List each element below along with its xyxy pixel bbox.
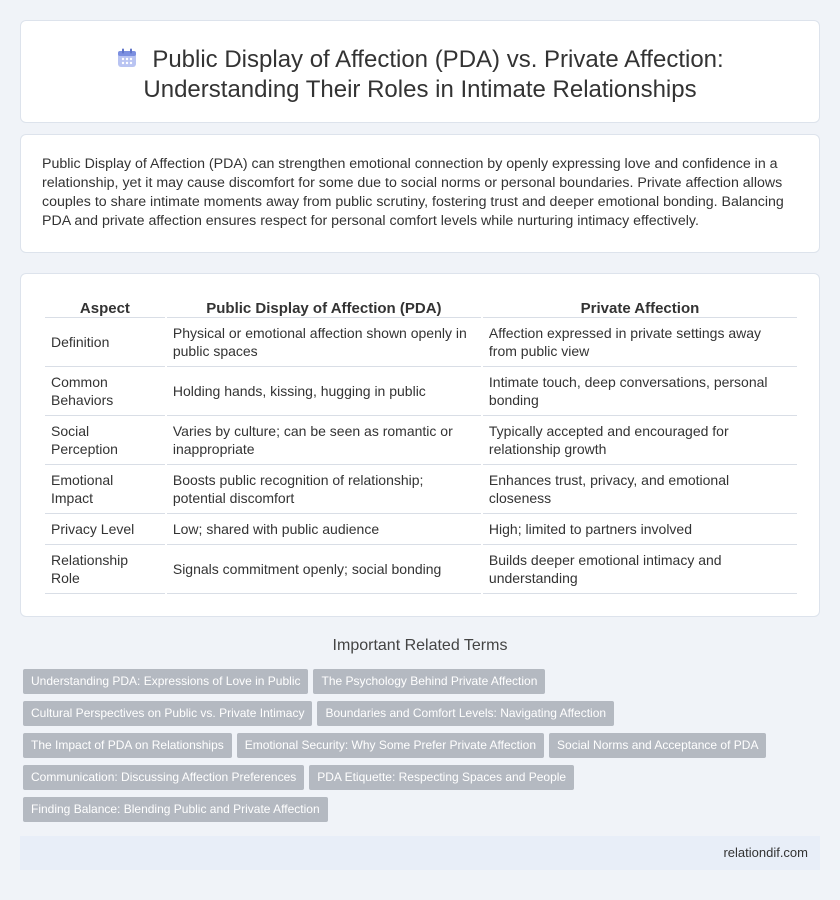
related-term-tag[interactable]: The Psychology Behind Private Affection [313, 669, 545, 694]
cell-pda: Physical or emotional affection shown openly in public spaces [167, 318, 481, 367]
tag-row [23, 797, 823, 829]
cell-pda: Low; shared with public audience [167, 514, 481, 545]
title-card [20, 20, 820, 123]
table-row [45, 545, 797, 594]
cell-aspect: Common Behaviors [45, 367, 165, 416]
comparison-table [43, 296, 799, 594]
title-line-2: Understanding Their Roles in Intimate Relationships [143, 76, 697, 103]
tag-row [23, 669, 823, 701]
comparison-card [20, 273, 820, 617]
related-terms-heading: Important Related Terms [332, 637, 508, 654]
cell-aspect: Emotional Impact [45, 465, 165, 514]
calendar-icon [116, 47, 138, 69]
cell-private: Enhances trust, privacy, and emotional closeness [483, 465, 797, 514]
intro-paragraph: Public Display of Affection (PDA) can strengthen emotional connection by openly expressing love and confidence in a relationship, yet it may cause discomfort for some due to social norms or personal boundaries. Private affection allows couples to share intimate moments away from public scrutiny, fostering trust and deeper emotional bonding. Balancing PDA and private affection ensures respect for personal comfort levels while nurturing intimacy effectively. [42, 156, 784, 229]
related-term-tag[interactable]: Communication: Discussing Affection Preferences [23, 765, 304, 790]
table-row [45, 416, 797, 465]
related-term-tag[interactable]: Finding Balance: Blending Public and Private Affection [23, 797, 328, 822]
related-term-tag[interactable]: Boundaries and Comfort Levels: Navigating Affection [317, 701, 614, 726]
table-row [45, 367, 797, 416]
title-line-1: Public Display of Affection (PDA) vs. Private Affection: [152, 46, 724, 73]
related-term-tag[interactable]: Understanding PDA: Expressions of Love in Public [23, 669, 308, 694]
header-pda: Public Display of Affection (PDA) [167, 296, 481, 318]
cell-pda: Signals commitment openly; social bonding [167, 545, 481, 594]
cell-private: Builds deeper emotional intimacy and understanding [483, 545, 797, 594]
cell-pda: Varies by culture; can be seen as romantic or inappropriate [167, 416, 481, 465]
header-aspect: Aspect [45, 296, 165, 318]
cell-private: Intimate touch, deep conversations, personal bonding [483, 367, 797, 416]
table-row [45, 465, 797, 514]
intro-card [20, 134, 820, 253]
cell-private: Affection expressed in private settings away from public view [483, 318, 797, 367]
cell-private: High; limited to partners involved [483, 514, 797, 545]
cell-aspect: Definition [45, 318, 165, 367]
tag-row [23, 733, 823, 765]
tag-row [23, 765, 823, 797]
related-term-tag[interactable]: The Impact of PDA on Relationships [23, 733, 232, 758]
cell-pda: Holding hands, kissing, hugging in public [167, 367, 481, 416]
tag-row [23, 701, 823, 733]
footer [20, 836, 820, 870]
cell-private: Typically accepted and encouraged for relationship growth [483, 416, 797, 465]
cell-aspect: Social Perception [45, 416, 165, 465]
cell-aspect: Privacy Level [45, 514, 165, 545]
table-row [45, 318, 797, 367]
related-term-tag[interactable]: Cultural Perspectives on Public vs. Private Intimacy [23, 701, 312, 726]
related-term-tag[interactable]: PDA Etiquette: Respecting Spaces and People [309, 765, 574, 790]
table-header-row [45, 296, 797, 318]
cell-aspect: Relationship Role [45, 545, 165, 594]
cell-pda: Boosts public recognition of relationship; potential discomfort [167, 465, 481, 514]
related-term-tag[interactable]: Emotional Security: Why Some Prefer Private Affection [237, 733, 544, 758]
related-terms-list [23, 669, 823, 829]
related-term-tag[interactable]: Social Norms and Acceptance of PDA [549, 733, 766, 758]
page-title [21, 21, 819, 105]
header-private: Private Affection [483, 296, 797, 318]
table-row [45, 514, 797, 545]
footer-site-link[interactable]: relationdif.com [723, 845, 808, 860]
